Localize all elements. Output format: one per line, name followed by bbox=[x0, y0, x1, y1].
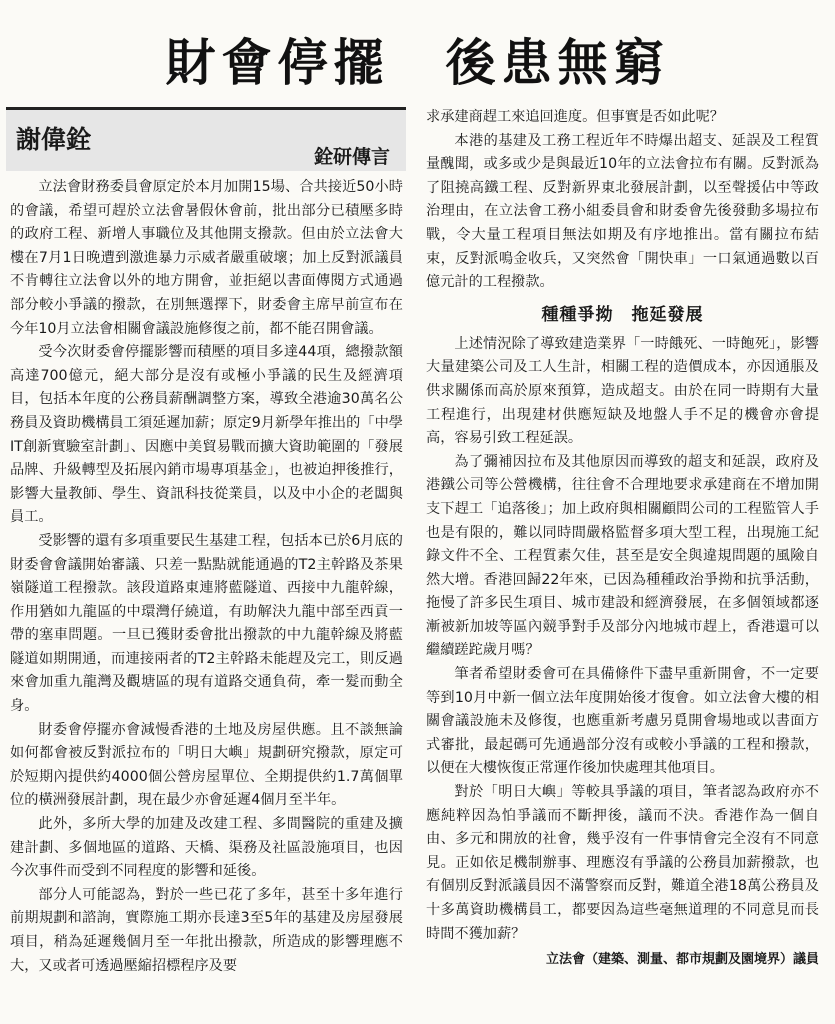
paragraph: 此外，多所大學的加建及改建工程、多間醫院的重建及擴建計劃、多個地區的道路、天橋、渠務及社區設施項目，也因今次事件而受到不同程度的影響和延後。 bbox=[10, 816, 403, 880]
paragraph: 受今次財委會停擺影響而積壓的項目多達44項，總撥款額高達700億元，絕大部分是沒有或極小爭議的民生及經濟項目，包括本年度的公務員薪酬調整方案，導致全港逾30萬名公務員及資助機構員工須延遲加薪；原定9月新學年推出的「中學IT創新實驗室計劃」、因應中美貿易戰而擴大資助範圍的「發展品牌、升級轉型及拓展內銷市場專項基金」，也被迫押後推行，影響大量教師、學生、資訊科技從業員，以及中小企的老闆與員工。 bbox=[10, 344, 403, 526]
right-column bbox=[426, 106, 819, 972]
paragraph: 本港的基建及工務工程近年不時爆出超支、延誤及工程質量醜聞，或多或少是與最近10年的立法會拉布有關。反對派為了阻撓高鐵工程、反對新界東北發展計劃，以至聲援佔中等政治理由，在立法會工務小組委員會和財委會先後發動多場拉布戰，令大量工程項目無法如期及有序地推出。當有關拉布結束，反對派鳴金收兵，又突然會「開快車」一口氣通過數以百億元計的工程撥款。 bbox=[426, 132, 819, 291]
paragraph: 受影響的還有多項重要民生基建工程，包括本已於6月底的財委會會議開始審議、只差一點點就能通過的T2主幹路及茶果嶺隧道工程撥款。該段道路東連將藍隧道、西接中九龍幹線，作用猶如九龍區的中環灣仔繞道，有助解決九龍中部至西貢一帶的塞車問題。一旦已獲財委會批出撥款的中九龍幹線及將藍隧道如期開通，而連接兩者的T2主幹路未能趕及完工，則反過來會加重九龍灣及觀塘區的現有道路交通負荷，牽一髮而動全身。 bbox=[10, 532, 403, 715]
paragraph: 筆者希望財委會可在具備條件下盡早重新開會，不一定要等到10月中新一個立法年度開始後才復會。如立法會大樓的相關會議設施未及修復，也應重新考慮另覓開會場地或以書面方式審批，最起碼可先通過部分沒有或較小爭議的工程和撥款，以便在大樓恢復正常運作後加快處理其他項目。 bbox=[426, 666, 819, 777]
column-name: 銓研傳言 bbox=[313, 146, 390, 168]
paragraph: 上述情況除了導致建造業界「一時餓死、一時飽死」，影響大量建築公司及工人生計，相關工程的造價成本，亦因通脹及供求關係而高於原來預算，造成超支。由於在同一時期有大量工程進行，出現建材供應短缺及地盤人手不足的機會亦會提高，容易引致工程延誤。 bbox=[426, 335, 819, 447]
paragraph: 財委會停擺亦會減慢香港的土地及房屋供應。且不談無論如何都會被反對派拉布的「明日大嶼」規劃研究撥款，原定可於短期內提供約4000個公營房屋單位、全期提供約1.7萬個單位的橫洲發展計劃，現在最少亦會延遲4個月至半年。 bbox=[10, 721, 403, 809]
author-name: 謝偉銓 bbox=[16, 125, 92, 154]
author-signature: 立法會（建築、測量、都市規劃及園境界）議員 bbox=[545, 952, 819, 968]
paragraph: 為了彌補因拉布及其他原因而導致的超支和延誤，政府及港鐵公司等公營機構，往往會不合理地要求承建商在不增加開支下趕工「追落後」；加上政府與相關顧問公司的工程監管人手也是有限的，難以同時間嚴格監督多項大型工程，出現施工紀錄文件不全、工程質素欠佳，甚至是安全與違規問題的風險自然大增。香港回歸22年來，已因為種種政治爭拗和抗爭活動，拖慢了許多民生項目、城市建設和經濟發展，在多個領域都逐漸被新加坡等區內競爭對手及部分內地城市趕上，香港還可以繼續蹉跎歲月嗎？ bbox=[426, 453, 819, 659]
subheading: 種種爭拗 拖延發展 bbox=[541, 304, 704, 325]
paragraph: 立法會財務委員會原定於本月加開15場、合共接近50小時的會議，希望可趕於立法會暑假休會前，批出部分已積壓多時的政府工程、新增人事職位及其他開支撥款。但由於立法會大樓在7月1日晚遭到激進暴力示威者嚴重破壞；加上反對派議員不肯轉往立法會以外的地方開會，並拒絕以書面傳閱方式通過部分較小爭議的撥款，在別無選擇下，財委會主席早前宣布在今年10月立法會相關會議設施修復之前，都不能召開會議。 bbox=[10, 179, 403, 337]
paragraph-continuation: 求承建商趕工來追回進度。但事實是否如此呢？ bbox=[426, 109, 724, 125]
paragraph: 對於「明日大嶼」等較具爭議的項目，筆者認為政府亦不應純粹因為怕爭議而不斷押後，議而不決。香港作為一個自由、多元和開放的社會，幾乎沒有一件事情會完全沒有不同意見。正如依足機制辦事、理應沒有爭議的公務員加薪撥款，也有個別反對派議員因不滿警察而反對，難道全港18萬公務員及十多萬資助機構員工，都要因為這些毫無道理的不同意見而長時間不獲加薪？ bbox=[426, 784, 819, 942]
headline: 財會停擺 後患無窮 bbox=[165, 34, 670, 92]
left-column bbox=[10, 176, 403, 978]
byline-box bbox=[6, 107, 406, 171]
paragraph: 部分人可能認為，對於一些已花了多年，甚至十多年進行前期規劃和諮詢，實際施工期亦長達3至5年的基建及房屋發展項目，稍為延遲幾個月至一年批出撥款，所造成的影響理應不大，又或者可透過壓縮招標程序及要 bbox=[10, 886, 403, 974]
